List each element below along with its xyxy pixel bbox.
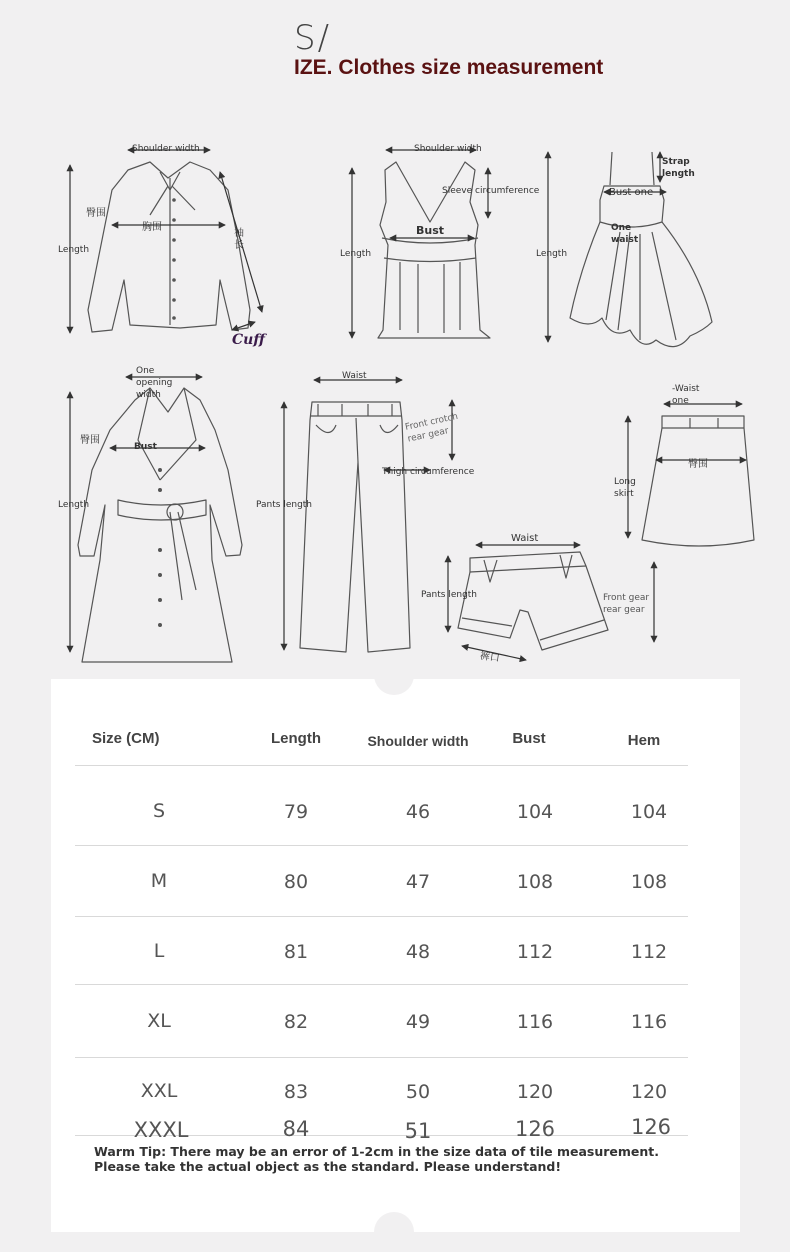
shirt-shoulder-label: Shoulder width — [132, 144, 200, 154]
cell-bust: 126 — [514, 1117, 556, 1141]
cell-size: M — [150, 870, 168, 892]
shorts-gear-label: Front gear rear gear — [603, 593, 650, 615]
skirt-length-label: Long skirt — [614, 477, 636, 499]
shirt-sleeve-label: 袖长 — [234, 228, 244, 251]
header-bust: Bust — [512, 730, 546, 747]
cell-hem: 108 — [630, 871, 668, 893]
cell-hem: 116 — [630, 1011, 668, 1033]
header-hem: Hem — [627, 732, 661, 749]
table-divider — [75, 984, 688, 985]
cell-shoulder: 46 — [405, 801, 431, 823]
header-length: Length — [271, 730, 321, 747]
table-divider — [75, 845, 688, 846]
page-title: IZE. Clothes size measurement — [294, 56, 604, 79]
cell-size: XXXL — [133, 1118, 189, 1142]
cell-shoulder: 47 — [405, 871, 431, 893]
header-s-mark: S/ — [294, 18, 332, 58]
vest-sleeve-circ-label: Sleeve circumference — [442, 186, 540, 196]
skirt-waist-label: -Waist one — [672, 384, 700, 406]
shorts-length-label: Pants length — [421, 590, 478, 600]
shirt-length-label: Length — [58, 245, 90, 255]
coat-opening-label: One opening width — [136, 366, 173, 400]
cell-size: XXL — [140, 1080, 178, 1102]
cell-hem: 112 — [630, 941, 668, 963]
cell-shoulder: 48 — [405, 941, 431, 963]
cell-length: 79 — [283, 801, 309, 823]
header-shoulder-width: Shoulder width — [367, 733, 469, 749]
table-divider — [75, 1057, 688, 1058]
cell-length: 80 — [283, 871, 309, 893]
shorts-drawing — [458, 552, 608, 650]
coat-bust-label: Bust — [134, 442, 157, 452]
cell-bust: 108 — [516, 871, 554, 893]
cell-shoulder: 51 — [404, 1119, 432, 1143]
cell-shoulder: 49 — [405, 1011, 431, 1033]
cell-length: 82 — [283, 1011, 309, 1033]
pants-crotch-label: Front crotch rear gear — [404, 411, 459, 445]
cell-bust: 112 — [516, 941, 554, 963]
dress-bust-label: Bust one — [609, 187, 654, 198]
cell-size: L — [153, 940, 165, 962]
skirt-hip-label: 臀围 — [688, 459, 708, 470]
cell-size: S — [152, 800, 166, 822]
warm-tip-note: Warm Tip: There may be an error of 1-2cm in the size data of tile measurement. Please take the actual object as the standard. Please understand! — [94, 1144, 660, 1174]
cell-size: XL — [147, 1010, 171, 1032]
shirt-hip-label: 臀围 — [86, 208, 106, 219]
coat-length-label: Length — [58, 500, 90, 510]
cell-bust: 120 — [516, 1081, 554, 1103]
pants-thigh-label: Thigh circumference — [382, 467, 475, 477]
coat-drawing — [78, 388, 242, 662]
card-notch-top — [374, 655, 414, 695]
card-notch-bottom — [374, 1212, 414, 1252]
shirt-drawing — [88, 162, 250, 332]
cell-hem: 120 — [630, 1081, 668, 1103]
dress-strap-label: Strap length — [662, 157, 695, 179]
shorts-waist-label: Waist — [511, 533, 539, 544]
pants-length-label: Pants length — [256, 500, 313, 510]
dress-drawing — [570, 152, 712, 347]
cell-hem: 104 — [630, 801, 668, 823]
shorts-leg-label: 裤口 — [479, 650, 501, 665]
skirt-drawing — [642, 416, 754, 546]
cell-hem: 126 — [630, 1115, 672, 1139]
cell-bust: 116 — [516, 1011, 554, 1033]
dress-waist-label: One waist — [611, 223, 639, 245]
vest-bust-label: Bust — [416, 224, 445, 237]
cell-length: 81 — [283, 941, 309, 963]
dress-length-label: Length — [536, 249, 568, 259]
header-size: Size (CM) — [92, 730, 160, 747]
vest-length-label: Length — [340, 249, 372, 259]
cell-shoulder: 50 — [405, 1081, 431, 1103]
shirt-chest-label: 胸围 — [142, 222, 162, 233]
pants-drawing — [300, 402, 410, 652]
table-divider — [75, 765, 688, 766]
cell-length: 84 — [282, 1117, 310, 1141]
coat-hip-label: 臀围 — [80, 435, 100, 446]
cell-length: 83 — [283, 1081, 309, 1103]
cell-bust: 104 — [516, 801, 554, 823]
shirt-cuff-label: Cuff — [232, 332, 265, 348]
table-divider — [75, 916, 688, 917]
vest-shoulder-label: Shoulder width — [414, 144, 482, 154]
pants-waist-label: Waist — [342, 371, 367, 381]
